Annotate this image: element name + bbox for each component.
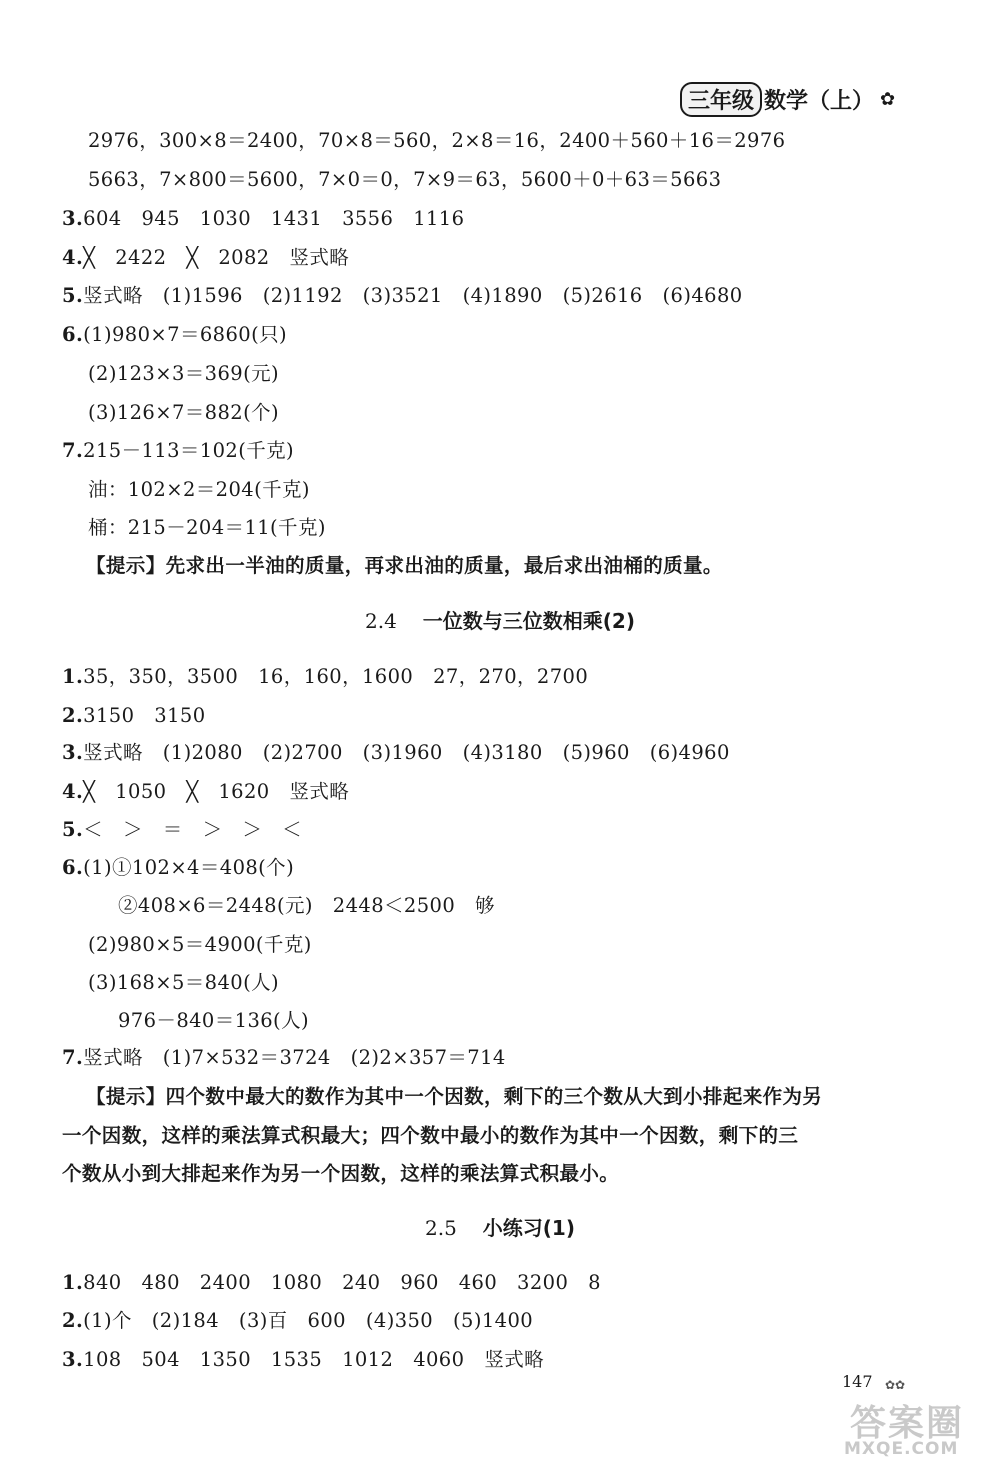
item-text: (1)个 (2)184 (3)百 600 (4)350 (5)1400 [83,1309,534,1332]
answer-item-6-3: (3)168×5＝840(人) [88,971,280,994]
hint-label: 提示 [105,1085,146,1108]
watermark-main: 答案圈 [850,1403,965,1444]
answer-item-7 [62,1042,506,1070]
item-text: 竖式略 (1)1596 (2)1192 (3)3521 (4)1890 (5)2616 (6)4680 [83,284,743,307]
item-text: (1)980×7＝6860(只) [83,323,287,346]
item-text: 604 945 1030 1431 3556 1116 [83,207,465,230]
hint-2-line-1: 【提示】四个数中最大的数作为其中一个因数，剩下的三个数从大到小排起来作为另 [86,1085,823,1108]
answer-item-2 [62,700,206,728]
section-title: 一位数与三位数相乘(2) [422,609,635,633]
page-number: 147 [842,1372,873,1391]
answer-item-6-2: (2)123×3＝369(元) [88,362,280,385]
section-title: 小练习(1) [482,1216,575,1240]
answer-item-6-3: (3)126×7＝882(个) [88,401,280,424]
answer-item-3 [62,737,730,765]
item-text: 35，350，3500 16，160，1600 27，270，2700 [83,665,589,688]
section-number: 2.5 [424,1216,457,1240]
subject-title: 数学（上） [764,89,875,114]
answer-item-6-1-b: ②408×6＝2448(元) 2448＜2500 够 [118,894,495,917]
item-text: 竖式略 (1)7×532＝3724 (2)2×357＝714 [83,1046,506,1069]
answer-item-6 [62,852,294,880]
hint-text: 四个数中最大的数作为其中一个因数，剩下的三个数从大到小排起来作为另 [165,1085,823,1108]
item-text: (1)①102×4＝408(个) [83,856,295,879]
item-text: ＜ ＞ ＝ ＞ ＞ ＜ [83,818,303,841]
answer-item-5 [62,280,743,308]
answer-item-6-2: (2)980×5＝4900(千克) [88,933,312,956]
answer-item-3 [62,1344,544,1372]
section-heading-2-5 [0,1212,1000,1241]
hint-label: 提示 [105,554,146,577]
answer-line-2976: 2976，300×8＝2400，70×8＝560，2×8＝16，2400＋560＋16＝2976 [88,129,786,152]
item-text: 3150 3150 [83,704,206,727]
item-number: 6. [62,323,84,346]
answer-item-2 [62,1305,533,1333]
item-text: 215－113＝102(千克) [83,439,295,462]
watermark-logo [830,1395,990,1463]
answer-item-1 [62,1267,601,1295]
item-number: 2. [62,704,84,727]
hint-text: 先求出一半油的质量，再求出油的质量，最后求出油桶的质量。 [165,554,723,577]
watermark-url: MXQE.COM [844,1439,959,1459]
answer-item-4 [62,776,349,804]
item-number: 7. [62,1046,84,1069]
answer-item-1 [62,661,588,689]
item-number: 5. [62,284,84,307]
item-number: 2. [62,1309,84,1332]
answer-item-7-bucket: 桶：215－204＝11(千克) [88,516,326,539]
item-number: 5. [62,818,84,841]
item-number: 7. [62,439,84,462]
item-number: 4. [62,780,84,803]
hint-2-line-2: 一个因数，这样的乘法算式积最大；四个数中最小的数作为其中一个因数，剩下的三 [62,1124,799,1147]
item-number: 3. [62,741,84,764]
item-text: ╳ 2422 ╳ 2082 竖式略 [83,246,350,269]
page-header [680,82,895,117]
answer-item-7-oil: 油：102×2＝204(千克) [88,478,310,501]
item-text: 竖式略 (1)2080 (2)2700 (3)1960 (4)3180 (5)960 (6)4960 [83,741,730,764]
page-decoration-icon: ✿✿ [885,1378,906,1392]
section-heading-2-4 [0,605,1000,634]
item-number: 3. [62,1348,84,1371]
item-number: 6. [62,856,84,879]
item-text: ╳ 1050 ╳ 1620 竖式略 [83,780,350,803]
item-number: 1. [62,665,84,688]
answer-item-6 [62,319,287,347]
grade-badge: 三年级 [680,82,762,117]
answer-item-3 [62,203,464,231]
header-decoration-icon: ✿ [880,89,896,110]
answer-item-5 [62,814,302,842]
item-number: 3. [62,207,84,230]
item-text: 108 504 1350 1535 1012 4060 竖式略 [83,1348,545,1371]
item-number: 4. [62,246,84,269]
hint-2-line-3: 个数从小到大排起来作为另一个因数，这样的乘法算式积最小。 [62,1162,620,1185]
answer-line-5663: 5663，7×800＝5600，7×0＝0，7×9＝63，5600＋0＋63＝5663 [88,168,722,191]
answer-item-6-3-b: 976－840＝136(人) [118,1009,309,1032]
answer-item-7 [62,435,294,463]
answer-item-4 [62,242,349,270]
hint-1: 【提示】先求出一半油的质量，再求出油的质量，最后求出油桶的质量。 [86,554,723,577]
section-number: 2.4 [364,609,397,633]
item-text: 840 480 2400 1080 240 960 460 3200 8 [83,1271,601,1294]
item-number: 1. [62,1271,84,1294]
